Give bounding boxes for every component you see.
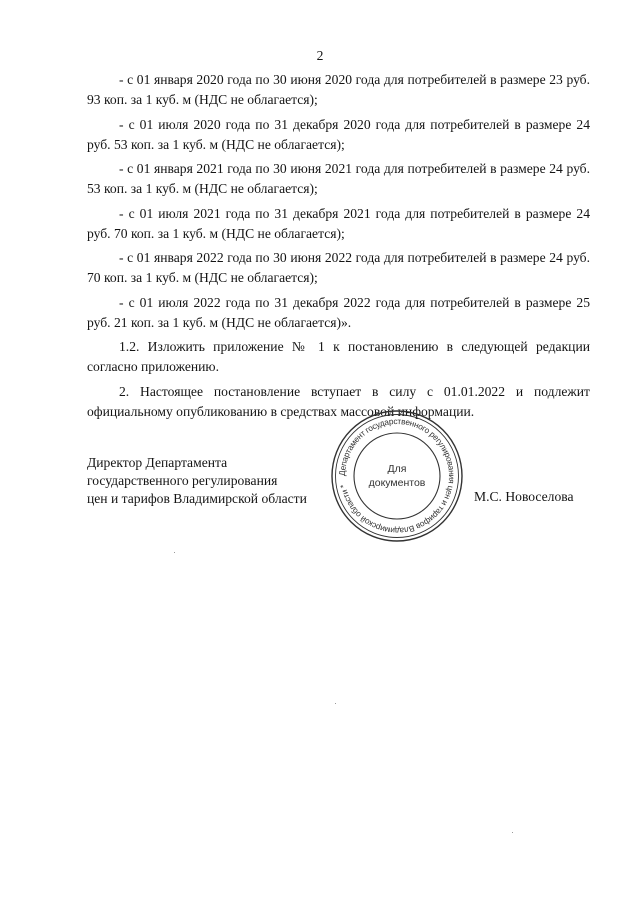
tariff-item-2: - с 01 июля 2020 года по 31 декабря 2020 года для потребителей в размере 24 руб. 53 коп. за 1 куб. м (НДС не облагается); [87, 116, 590, 152]
tariff-item-4: - с 01 июля 2021 года по 31 декабря 2021 года для потребителей в размере 24 руб. 70 коп. за 1 куб. м (НДС не облагается); [87, 205, 590, 241]
stamp-center-line-1: Для [387, 463, 407, 475]
signatory-position-line-3: цен и тарифов Владимирской области [87, 491, 307, 506]
stamp-outer-ring [332, 411, 462, 541]
tariff-item-1: - с 01 января 2020 года по 30 июня 2020 года для потребителей в размере 23 руб. 93 коп. за 1 куб. м (НДС не облагается); [87, 72, 590, 107]
document-body [87, 70, 590, 426]
stamp-center-line-2: документов [368, 477, 426, 489]
tariff-item-5: - с 01 января 2022 года по 30 июня 2022 года для потребителей в размере 24 руб. 70 коп. за 1 куб. м (НДС не облагается); [87, 250, 590, 285]
signatory-position-line-1: Директор Департамента [87, 455, 228, 470]
signatory-position-line-2: государственного регулирования [87, 473, 278, 488]
clause-1-2: 1.2. Изложить приложение № 1 к постановлению в следующей редакции согласно приложению. [87, 339, 590, 374]
scan-speck [512, 832, 513, 833]
tariff-item-3: - с 01 января 2021 года по 30 июня 2021 года для потребителей в размере 24 руб. 53 коп. за 1 куб. м (НДС не облагается); [87, 161, 590, 196]
tariff-item-6: - с 01 июля 2022 года по 31 декабря 2022 года для потребителей в размере 25 руб. 21 коп. за 1 куб. м (НДС не облагается)». [87, 294, 590, 330]
signatory-name: М.С. Новоселова [474, 489, 574, 504]
official-stamp [327, 406, 467, 546]
page-number: 2 [316, 48, 324, 63]
clause-2: 2. Настоящее постановление вступает в силу с 01.01.2022 и подлежит официальному опубликованию в средствах массовой информации. [87, 383, 590, 419]
stamp-inner-ring [354, 433, 440, 519]
scan-speck [174, 552, 175, 553]
signatory-position [87, 454, 307, 508]
stamp-ring-text: Департамент государственного регулирования цен и тарифов Владимирской области * [336, 415, 458, 537]
scan-speck [335, 703, 336, 704]
